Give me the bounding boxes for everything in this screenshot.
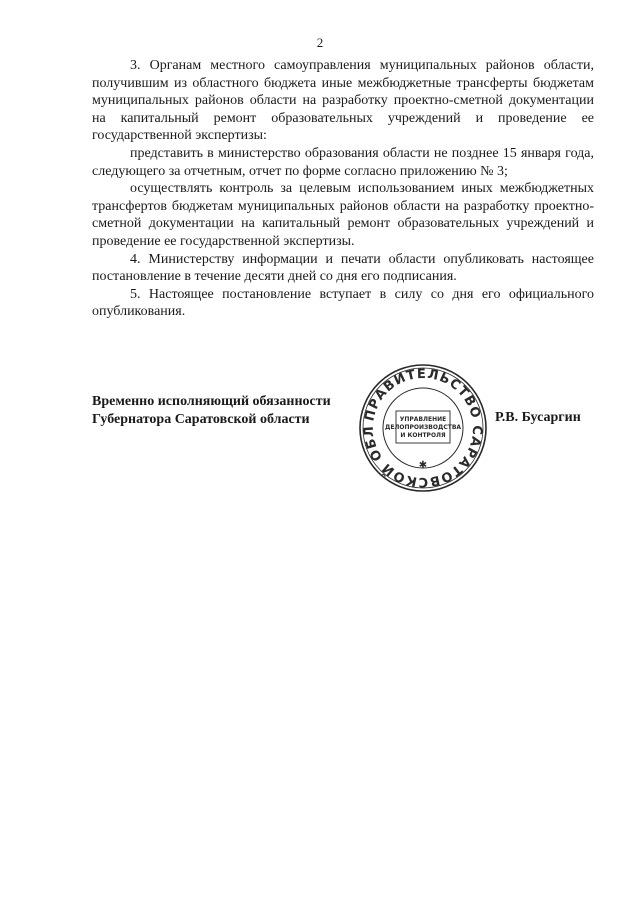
stamp-inner-line-2: ДЕЛОПРОИЗВОДСТВА bbox=[384, 424, 462, 431]
document-body bbox=[92, 57, 594, 321]
paragraph-4: 4. Министерству информации и печати области опубликовать настоящее постановление в течение десяти дней со дня его подписания. bbox=[92, 251, 594, 285]
stamp-inner-line-1: УПРАВЛЕНИЕ bbox=[399, 416, 447, 423]
stamp-star-icon: ✱ bbox=[418, 460, 428, 471]
paragraph-3-item-1: представить в министерство образования области не позднее 15 января года, следующего за отчетным, отчет по форме согласно приложению № 3; bbox=[92, 145, 594, 179]
page-number: 2 bbox=[316, 35, 324, 50]
official-stamp bbox=[357, 362, 489, 494]
signer-name: Р.В. Бусаргин bbox=[495, 410, 581, 425]
signature-title-line-1: Временно исполняющий обязанности bbox=[92, 394, 331, 409]
paragraph-3: 3. Органам местного самоуправления муниципальных районов области, получившим из областного бюджета иные межбюджетные трансферты бюджетам муниципальных районов области на разработку проектно-сметной документации на капитальный ремонт образовательных учреждений и проведение ее государственной экспертизы: bbox=[92, 58, 594, 144]
stamp-seal-icon bbox=[357, 362, 489, 494]
signature-title-line-2: Губернатора Саратовской области bbox=[92, 411, 310, 427]
signature-title bbox=[92, 393, 331, 428]
stamp-inner-line-3: И КОНТРОЛЯ bbox=[400, 432, 446, 439]
paragraph-3-item-2: осуществлять контроль за целевым использованием иных межбюджетных трансфертов бюджетам муниципальных районов области на разработку проектно-сметной документации на капитальный ремонт образовательных учреждений и проведение ее государственной экспертизы. bbox=[92, 181, 594, 249]
paragraph-5: 5. Настоящее постановление вступает в силу со дня его официального опубликования. bbox=[92, 286, 594, 320]
stamp-ring-text: ПРАВИТЕЛЬСТВО САРАТОВСКОЙ ОБЛ bbox=[361, 366, 485, 490]
